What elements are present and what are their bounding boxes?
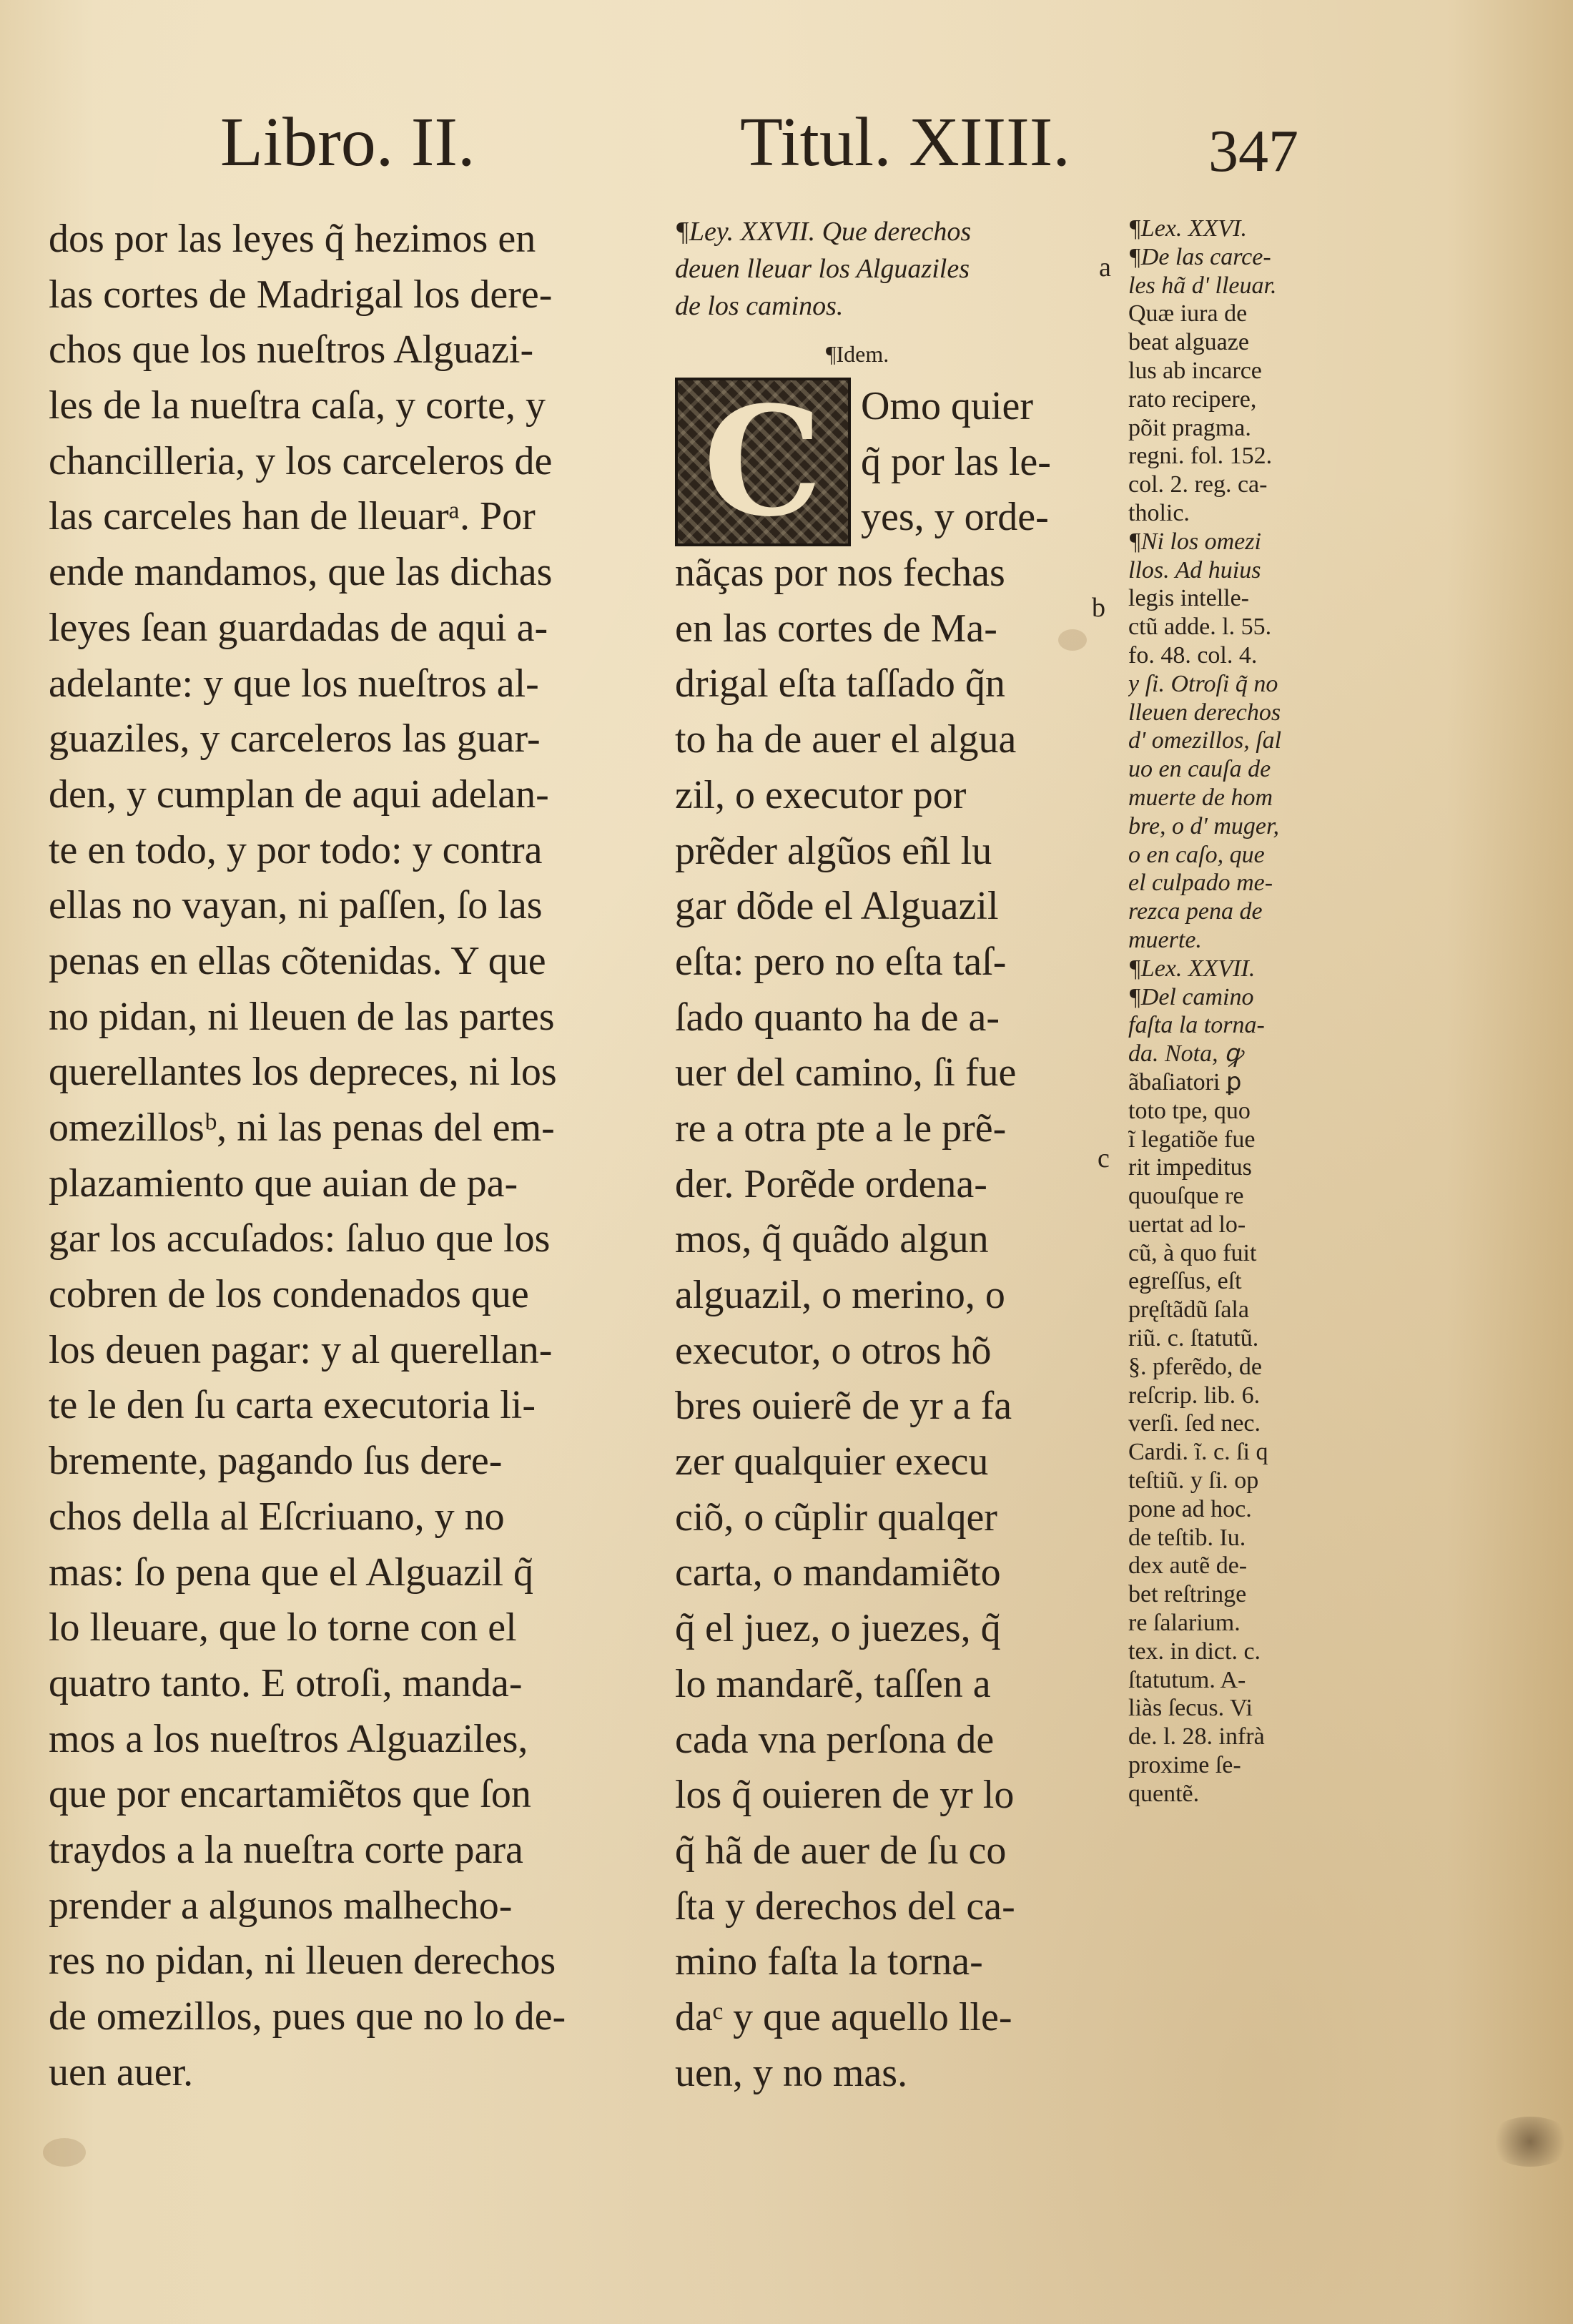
ink-stain <box>1487 2117 1573 2167</box>
note-line: bre, o d' muger, <box>1128 812 1279 840</box>
paper-stain <box>43 2138 86 2167</box>
note-line: d' omezillos, ſal <box>1128 727 1282 754</box>
text-line: los q̃ ouieren de yr lo <box>675 1773 1015 1818</box>
note-line: muerte. <box>1128 926 1202 953</box>
note-line: Cardi. ĩ. c. ſi q <box>1128 1439 1268 1466</box>
text-line: uer del camino, ſi fue <box>675 1050 1017 1095</box>
text-line: drigal eſta taſſado q̃n <box>675 661 1005 706</box>
text-line: to ha de auer el algua <box>675 717 1017 762</box>
text-line: chancilleria, y los carceleros de <box>49 438 553 483</box>
text-line: gar los accuſados: ſaluo que los <box>49 1216 551 1261</box>
text-line: bremente, pagando ſus dere- <box>49 1439 503 1484</box>
heading-line: ¶Ley. XXVII. Que derechos <box>675 217 972 247</box>
folio-number: 347 <box>1208 118 1298 184</box>
note-line: llos. Ad huius <box>1128 556 1261 584</box>
text-line: der. Porẽde ordena- <box>675 1161 987 1206</box>
text-line: mas: ſo pena que el Alguazil q̃ <box>49 1550 534 1595</box>
text-line: guaziles, y carceleros las guar- <box>49 717 541 762</box>
note-line: tex. in dict. c. <box>1128 1638 1261 1665</box>
text-line: chos que los nueſtros Alguazi- <box>49 328 534 373</box>
text-line: de omezillos, pues que no lo de- <box>49 1994 566 2039</box>
text-line: lo mandarẽ, taſſen a <box>675 1661 991 1706</box>
law-heading <box>675 213 1104 325</box>
text-line: carta, o mandamiẽto <box>675 1550 1001 1595</box>
text-line: mos, q̃ quãdo algun <box>675 1217 989 1262</box>
text-line: no pidan, ni lleuen de las partes <box>49 994 555 1039</box>
note-line: tholic. <box>1128 499 1190 526</box>
text-line: yes, y orde- <box>861 495 1049 540</box>
note-line: pręſtãdũ ſala <box>1128 1296 1249 1324</box>
text-line: ellas no vayan, ni paſſen, ſo las <box>49 883 543 928</box>
text-line: adelante: y que los nueſtros al- <box>49 661 539 706</box>
note-line: ¶De las carce- <box>1128 243 1271 270</box>
text-line: ciõ, o cũplir qualqer <box>675 1495 997 1540</box>
note-line: Quæ iura de <box>1128 300 1248 328</box>
text-line: las cortes de Madrigal los dere- <box>49 272 553 317</box>
note-line: riũ. c. ſtatutũ. <box>1128 1325 1259 1352</box>
note-line: muerte de hom <box>1128 784 1273 811</box>
note-line: rato recipere, <box>1128 385 1257 413</box>
note-line: da. Nota, ꝙ <box>1128 1040 1243 1068</box>
text-line: res no pidan, ni lleuen derechos <box>49 1939 556 1984</box>
note-line: col. 2. reg. ca- <box>1128 471 1268 498</box>
text-line: gar dõde el Alguazil <box>675 884 999 929</box>
text-line: q̃ el juez, o juezes, q̃ <box>675 1606 1001 1651</box>
text-line: zil, o executor por <box>675 772 967 817</box>
heading-line: de los caminos. <box>675 291 844 321</box>
note-line: egreſſus, eſt <box>1128 1268 1242 1295</box>
note-line: verſi. ſed nec. <box>1128 1410 1261 1437</box>
note-line: rezca pena de <box>1128 898 1263 925</box>
text-line: mino faſta la torna- <box>675 1939 983 1984</box>
note-line: de. l. 28. infrà <box>1128 1723 1265 1751</box>
text-line: plazamiento que auian de pa- <box>49 1161 518 1206</box>
text-line: q̃ hã de auer de ſu co <box>675 1828 1007 1873</box>
note-line: ¶Lex. XXVII. <box>1128 955 1256 982</box>
note-line: toto tpe, quo <box>1128 1097 1251 1124</box>
note-line: y ſi. Otroſi q̃ no <box>1128 670 1278 697</box>
text-line: traydos a la nueſtra corte para <box>49 1827 523 1872</box>
text-line: lo lleuare, que lo torne con el <box>49 1605 517 1650</box>
idem-label: ¶Idem. <box>826 341 889 367</box>
note-line: pone ad hoc. <box>1128 1495 1252 1522</box>
note-line: les hã d' lleuar. <box>1128 272 1277 299</box>
text-line: las carceles han de lleuarᵃ. Por <box>49 494 536 539</box>
text-line: mos a los nueſtros Alguaziles, <box>49 1716 528 1761</box>
main-text-column <box>49 212 649 2100</box>
text-line: penas en ellas cõtenidas. Y que <box>49 938 546 983</box>
text-line: ende mandamos, que las dichas <box>49 550 553 595</box>
text-line: en las cortes de Ma- <box>675 606 997 651</box>
text-line: ſado quanto ha de a- <box>675 995 1000 1040</box>
text-line: los deuen pagar: y al querellan- <box>49 1327 553 1372</box>
note-line: lus ab incarce <box>1128 357 1262 384</box>
text-line: omezillosᵇ, ni las penas del em- <box>49 1106 555 1150</box>
middle-text-column <box>675 373 1118 2101</box>
note-line: fo. 48. col. 4. <box>1128 641 1258 669</box>
text-line: ſta y derechos del ca- <box>675 1884 1015 1929</box>
note-line: ãbaſiatori ꝑ <box>1128 1068 1242 1095</box>
note-line: de teſtib. Iu. <box>1128 1524 1246 1551</box>
note-line: dex autẽ de- <box>1128 1552 1248 1580</box>
note-line: ¶Del camino <box>1128 983 1254 1010</box>
note-line: ctũ adde. l. 55. <box>1128 614 1272 641</box>
text-line: uen, y no mas. <box>675 2050 908 2095</box>
text-line: quatro tanto. E otroſi, manda- <box>49 1660 523 1705</box>
note-line: §. pferẽdo, de <box>1128 1353 1262 1380</box>
text-line: den, y cumplan de aqui adelan- <box>49 772 549 817</box>
note-line: ¶Ni los omezi <box>1128 528 1261 555</box>
note-line: legis intelle- <box>1128 585 1250 612</box>
text-line: uen auer. <box>49 2049 194 2094</box>
text-line: cobren de los condenados que <box>49 1272 529 1317</box>
note-line: liàs ſecus. Vi <box>1128 1695 1253 1722</box>
note-line: teſtiũ. y ſi. op <box>1128 1467 1259 1495</box>
margin-reference-b: b <box>1092 593 1105 623</box>
note-line: bet reſtringe <box>1128 1581 1247 1608</box>
note-line: re ſalarium. <box>1128 1610 1241 1637</box>
running-head-titulo: Titul. XIIII. <box>740 104 1070 181</box>
note-line: ĩ legatiõe fue <box>1128 1126 1256 1153</box>
text-line: daᶜ y que aquello lle- <box>675 1994 1012 2039</box>
text-line: te le den ſu carta executoria li- <box>49 1383 536 1428</box>
note-line: regni. fol. 152. <box>1128 443 1273 470</box>
note-line: põit pragma. <box>1128 414 1251 441</box>
text-line: querellantes los depreces, ni los <box>49 1050 557 1095</box>
text-line: executor, o otros hõ <box>675 1328 992 1373</box>
text-line: que por encartamiẽtos que ſon <box>49 1772 531 1817</box>
note-line: uertat ad lo- <box>1128 1211 1246 1238</box>
text-line: dos por las leyes q̃ hezimos en <box>49 217 536 261</box>
text-line: alguazil, o merino, o <box>675 1273 1005 1317</box>
decorated-initial-letter: C <box>703 373 823 550</box>
text-line: prẽder algũos eñl lu <box>675 828 992 873</box>
text-line: chos della al Eſcriuano, y no <box>49 1494 505 1539</box>
note-line: quentẽ. <box>1128 1780 1200 1807</box>
note-line: uo en cauſa de <box>1128 756 1271 783</box>
text-line: re a otra pte a le prẽ- <box>675 1106 1007 1151</box>
note-line: lleuen derechos <box>1128 699 1281 726</box>
text-line: zer qualquier execu <box>675 1439 989 1484</box>
text-line: prender a algunos malhecho- <box>49 1883 513 1928</box>
margin-reference-a: a <box>1099 252 1111 282</box>
text-line: eſta: pero no eſta taſ- <box>675 939 1007 984</box>
text-line: te en todo, y por todo: y contra <box>49 827 543 872</box>
text-line: les de la nueſtra caſa, y corte, y <box>49 383 546 428</box>
heading-line: deuen lleuar los Alguaziles <box>675 254 970 284</box>
note-line: proxime ſe- <box>1128 1752 1241 1779</box>
text-line: nãças por nos fechas <box>675 551 1005 596</box>
note-line: faſta la torna- <box>1128 1012 1265 1039</box>
text-line: bres ouierẽ de yr a fa <box>675 1384 1012 1429</box>
text-line: q̃ por las le- <box>861 439 1051 484</box>
margin-reference-c: c <box>1098 1143 1110 1173</box>
note-line: quouſque re <box>1128 1183 1244 1210</box>
note-line: el culpado me- <box>1128 870 1273 897</box>
note-line: cũ, à quo fuit <box>1128 1239 1257 1266</box>
note-line: reſcrip. lib. 6. <box>1128 1382 1261 1409</box>
text-line: cada vna perſona de <box>675 1717 995 1762</box>
note-line: o en caſo, que <box>1128 841 1265 868</box>
note-line: rit impeditus <box>1128 1154 1252 1181</box>
text-line: leyes ſean guardadas de aqui a- <box>49 605 548 650</box>
marginal-notes-column <box>1128 215 1321 1808</box>
note-line: ¶Lex. XXVI. <box>1128 215 1247 242</box>
note-line: beat alguaze <box>1128 329 1249 356</box>
text-line: Omo quier <box>861 384 1034 428</box>
note-line: ſtatutum. A- <box>1128 1666 1246 1693</box>
running-head-libro: Libro. II. <box>220 104 475 181</box>
